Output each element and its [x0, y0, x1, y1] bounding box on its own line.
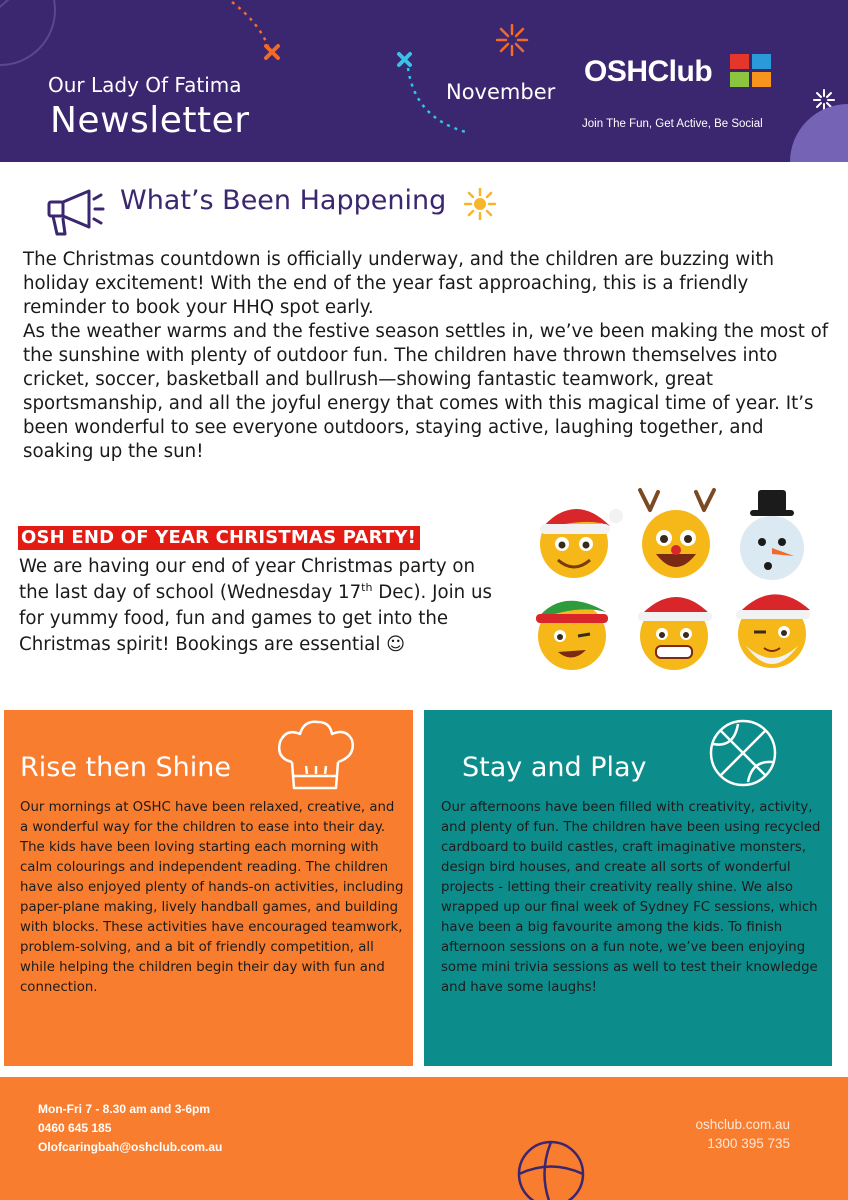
party-heading: OSH END OF YEAR CHRISTMAS PARTY!: [18, 526, 420, 550]
brand-tagline: Join The Fun, Get Active, Be Social: [582, 118, 763, 130]
footer-web: [695, 1115, 790, 1153]
brand-logo-text: OSHClub: [584, 55, 713, 88]
stay-and-play-panel: [424, 710, 832, 1066]
rise-then-shine-text: Our mornings at OSHC have been relaxed, creative, and a wonderful way for the children to ease into their day. The kids have been loving starting each morning with calm colourings and independent reading. The children have also enjoyed plenty of hands-on activities, including paper-plane making, lively handball games, and building with blocks. These activities have encouraged teamwork, problem-solving, and a bit of friendly competition, all while helping the children begin their day with fun and connection.: [20, 800, 404, 995]
footer-email[interactable]: Olofcaringbah@oshclub.com.au: [38, 1140, 223, 1154]
orange-burst-icon: [497, 25, 527, 55]
stay-and-play-heading: Stay and Play: [462, 752, 647, 783]
basketball-icon: [708, 718, 778, 788]
megaphone-icon: [45, 186, 107, 238]
elf-emoji-icon: [536, 601, 608, 670]
newsletter-header: [0, 0, 848, 162]
footer-hotline[interactable]: 1300 395 735: [707, 1136, 790, 1151]
newsletter-title: Newsletter: [50, 100, 250, 141]
party-text-part: Dec). Join us for yummy food, fun and games to get into the Christmas spirit! Bookings are essential ☺: [19, 582, 492, 655]
rise-then-shine-panel: [4, 710, 413, 1066]
happening-body: [23, 248, 831, 464]
basketball-icon: [516, 1139, 586, 1200]
party-text-part: We are having our end of year Christmas party on the last day of school (Wednesday 17: [19, 556, 476, 603]
party-text: [19, 554, 499, 658]
reindeer-emoji-icon: [640, 490, 714, 578]
newsletter-month: November: [446, 80, 556, 104]
footer-hours: Mon-Fri 7 - 8.30 am and 3-6pm: [38, 1102, 211, 1116]
sun-sparkle-icon: [464, 188, 496, 220]
christmas-emoji-image: [528, 486, 818, 682]
chef-hat-icon: [272, 718, 358, 794]
footer-contact: [38, 1100, 222, 1157]
footer-website[interactable]: oshclub.com.au: [695, 1117, 790, 1132]
footer-phone[interactable]: 0460 645 185: [38, 1121, 112, 1135]
cross-icon: [266, 46, 278, 58]
stay-and-play-text: Our afternoons have been filled with creativity, activity, and plenty of fun. The children have been using recycled cardboard to build castles, craft imaginative monsters, design bird houses, and create all sorts of wonderful projects - letting their creativity really shine. We also wrapped up our final week of Sydney FC sessions, which have been a big favourite among the kids. To finish afternoon sessions on a fun note, we’ve been enjoying some mini trivia sessions as well to test their knowledge and have some laughs!: [441, 800, 821, 995]
school-name: Our Lady Of Fatima: [48, 73, 242, 97]
santa-emoji-icon: [540, 509, 623, 578]
santa-wink-emoji-icon: [736, 594, 810, 668]
rise-then-shine-heading: Rise then Shine: [20, 752, 232, 783]
section-heading-happening: What’s Been Happening: [120, 185, 447, 216]
happening-paragraph-1: The Christmas countdown is officially underway, and the children are buzzing with holiday excitement! With the end of the year fast approaching, this is a friendly reminder to book your HHQ spot early.: [23, 249, 774, 318]
party-text-sup: th: [361, 580, 373, 594]
snowman-emoji-icon: [740, 490, 804, 580]
brand-logo-icon: [730, 54, 772, 88]
happening-paragraph-2: As the weather warms and the festive season settles in, we’ve been making the most of the sunshine with plenty of outdoor fun. The children have thrown themselves into cricket, soccer, basketball and bullrush—showing fantastic teamwork, great sportsmanship, and all the joyful energy that comes with this magical time of year. It’s been wonderful to see everyone outdoors, staying active, laughing together, and soaking up the sun!: [23, 321, 829, 462]
newsletter-footer: [0, 1077, 848, 1200]
santa-grin-emoji-icon: [638, 597, 712, 670]
